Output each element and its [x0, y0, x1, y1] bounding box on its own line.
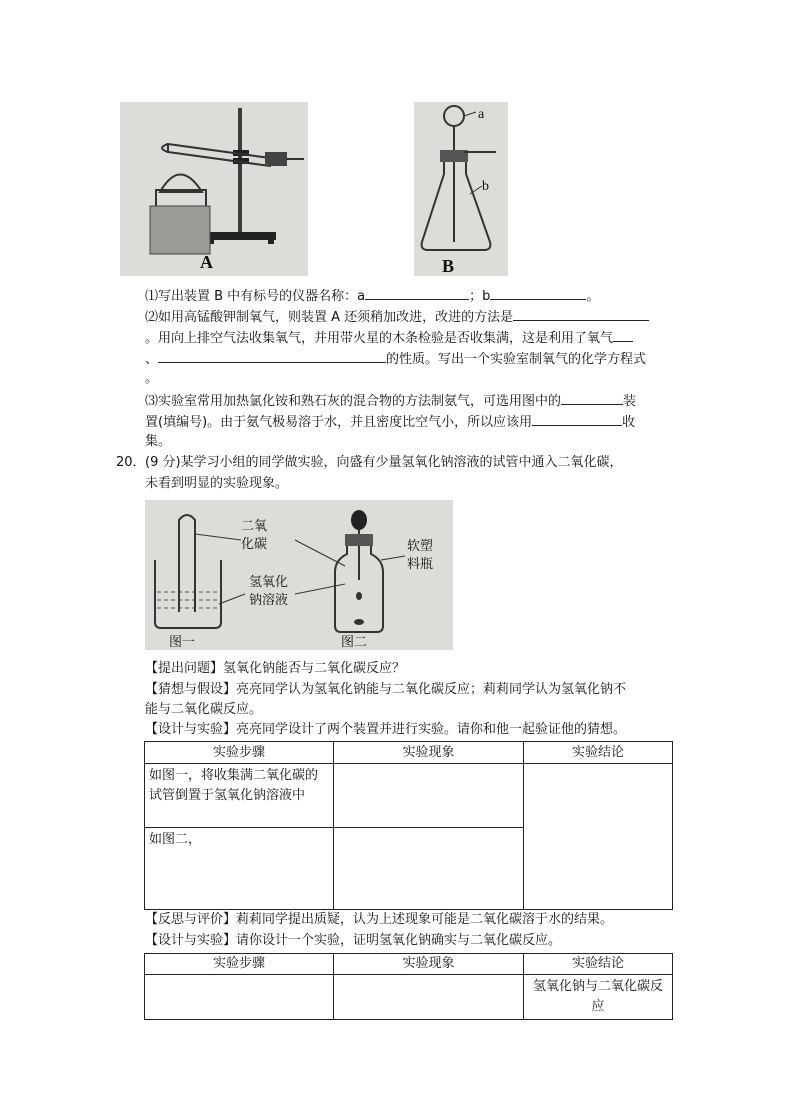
q19-p2-l4: 。: [145, 371, 159, 386]
q19-part3-line2: [145, 411, 635, 433]
experiment-table-2: [144, 953, 673, 1020]
table1-row2-step: 如图二，: [145, 828, 334, 910]
q19-part2-line2: [145, 327, 633, 349]
label-co2-line2: 化碳: [241, 537, 268, 552]
apparatus-a-caption: A: [200, 252, 213, 272]
table2-header-phenomenon: 实验现象: [334, 954, 524, 975]
table1-row1-phenomenon-cell[interactable]: [334, 764, 524, 828]
blank-improvement[interactable]: [513, 306, 649, 321]
table1-header-phenomenon: 实验现象: [334, 742, 524, 764]
q19-p3-l1-end: 装: [623, 394, 637, 409]
apparatus-b-drawing: [414, 102, 508, 276]
q20-number: 20．: [116, 455, 146, 470]
label-b: b: [482, 179, 489, 194]
label-co2-line1: 二氧: [241, 519, 268, 534]
table2-step-cell[interactable]: [145, 975, 334, 1020]
blank-collection[interactable]: [532, 411, 622, 426]
label-bottle-line1: 软塑: [407, 539, 434, 554]
q20-intro-line1: (9 分)某学习小组的同学做实验，向盛有少量氢氧化钠溶液的试管中通入二氧化碳，: [145, 455, 623, 470]
apparatus-b-image: [414, 102, 508, 276]
q19-p2-l2: 。用向上排空气法收集氧气，并用带火星的木条检验是否收集满，这是利用了氧气: [145, 331, 614, 346]
blank-b[interactable]: [490, 285, 586, 300]
table2-conclusion: 氢氧化钠与二氧化碳反应: [524, 975, 673, 1020]
q20-intro-line2: 未看到明显的实验现象。: [145, 476, 289, 491]
q19-part3-line1: [145, 390, 636, 412]
q19-part2-line3: [145, 348, 646, 370]
q19-p3-l1: ⑶实验室常用加热氯化铵和熟石灰的混合物的方法制氨气，可选用图中的: [145, 394, 562, 409]
q19-p2-l3b: 的性质。写出一个实验室制氧气的化学方程式: [386, 352, 647, 367]
table1-row1-step: 如图一，将收集满二氧化碳的试管倒置于氢氧化钠溶液中: [145, 764, 334, 828]
table2-header-step: 实验步骤: [145, 954, 334, 975]
label-naoh-line1: 氢氧化: [249, 575, 289, 590]
q20-design1: 【设计与实验】亮亮同学设计了两个装置并进行实验。请你和他一起验证他的猜想。: [145, 722, 627, 737]
q19-p2-l1: ⑵如用高锰酸钾制氧气，则装置 A 还须稍加改进，改进的方法是: [145, 310, 514, 325]
label-fig1: 图一: [169, 635, 196, 650]
apparatus-b-caption: B: [442, 256, 455, 276]
q19-p2-l3a: 、: [145, 352, 159, 367]
q19-part3-line3: [145, 432, 171, 452]
table2-header-conclusion: 实验结论: [524, 954, 673, 975]
q19-p1-end: 。: [586, 289, 600, 304]
label-fig2: 图二: [341, 635, 368, 650]
apparatus-a-drawing: [120, 102, 308, 276]
q20-hypothesis-line1: 【猜想与假设】亮亮同学认为氢氧化钠能与二氧化碳反应；莉莉同学认为氢氧化钠不: [145, 682, 627, 697]
blank-device[interactable]: [561, 390, 623, 405]
table2-phenomenon-cell[interactable]: [334, 975, 524, 1020]
table1-header-step: 实验步骤: [145, 742, 334, 764]
table1-header-conclusion: 实验结论: [524, 742, 673, 764]
blank-a[interactable]: [365, 285, 469, 300]
table1-row2-phenomenon-cell[interactable]: [334, 828, 524, 910]
q19-p1-b: ；b: [469, 289, 491, 304]
apparatus-a-image: [120, 102, 308, 276]
experiment-table-1: [144, 741, 673, 910]
q20-hypothesis-line2: 能与二氧化碳反应。: [145, 702, 263, 717]
q19-p3-l2a: 置(填编号)。由于氨气极易溶于水，并且密度比空气小，所以应该用: [145, 415, 533, 430]
blank-property1[interactable]: [613, 327, 633, 342]
label-naoh-line2: 钠溶液: [249, 593, 289, 608]
q19-p3-l3: 集。: [145, 434, 172, 449]
q20-question: 【提出问题】氢氧化钠能否与二氧化碳反应？: [145, 661, 406, 676]
fig1-fig2-drawing: [145, 500, 453, 650]
q20-reflection: 【反思与评价】莉莉同学提出质疑，认为上述现象可能是二氧化碳溶于水的结果。: [145, 912, 614, 927]
q19-p3-l2-end: 收: [622, 415, 636, 430]
label-a: a: [478, 107, 485, 122]
table1-conclusion-cell[interactable]: [524, 764, 673, 910]
q19-part2-line1: [145, 306, 649, 328]
q19-part1: [145, 285, 599, 307]
fig1-fig2-image: [145, 500, 453, 650]
q19-part2-line4: [145, 369, 158, 389]
q20-design2: 【设计与实验】请你设计一个实验，证明氢氧化钠确实与二氧化碳反应。: [145, 933, 562, 948]
label-bottle-line2: 料瓶: [407, 557, 434, 572]
blank-property2[interactable]: [158, 348, 386, 363]
q19-p1-a: ⑴写出装置 B 中有标号的仪器名称：a: [145, 289, 366, 304]
